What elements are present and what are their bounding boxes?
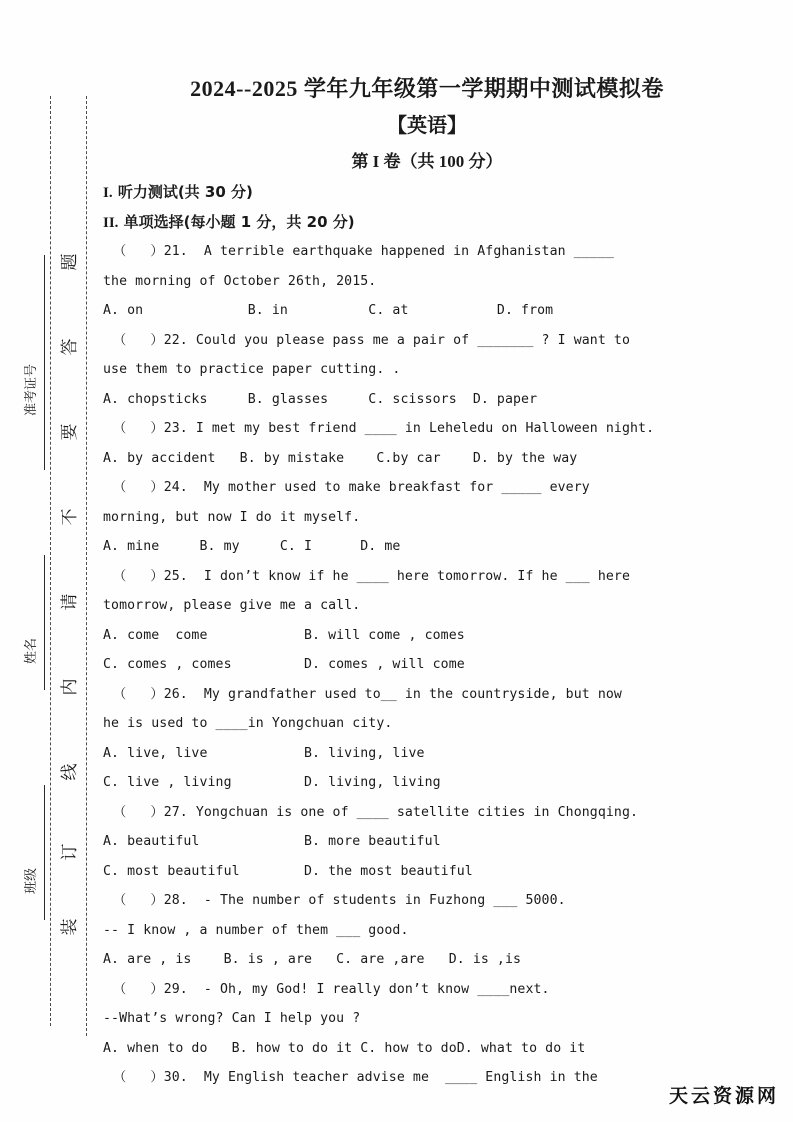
subject-title: 【英语】 [387, 115, 467, 137]
seal-char: 内 [60, 678, 80, 696]
section-numeral: II. [103, 215, 119, 231]
question-line: he is used to ____in Yongchuan city. [103, 716, 393, 731]
field-rule[interactable] [44, 555, 45, 690]
question-line: （ ）27. Yongchuan is one of ____ satellite cities in Chongqing. [113, 804, 639, 820]
question-line: A. on B. in C. at D. from [103, 303, 554, 318]
watermark: 天云资源网 [668, 1085, 779, 1107]
question-line: （ ）21. A terrible earthquake happened in Afghanistan _____ [113, 244, 614, 259]
binding-dashed-line-outer [86, 96, 87, 1036]
section-numeral: I. [103, 185, 113, 201]
binding-margin [0, 0, 95, 1122]
question-line: A. chopsticks B. glasses C. scissors D. paper [103, 391, 538, 407]
question-line: A. come come B. will come , comes [103, 627, 465, 643]
question-line: A. mine B. my C. I D. me [103, 539, 401, 554]
field-student-name [10, 555, 54, 690]
section-heading-listening [103, 179, 751, 207]
question-line: C. most beautiful D. the most beautiful [103, 863, 473, 879]
question-line: C. live , living D. living, living [103, 775, 441, 790]
question-line: use them to practice paper cutting. . [103, 362, 401, 377]
question-line: A. beautiful B. more beautiful [103, 834, 441, 849]
seal-char: 不 [60, 508, 80, 526]
question-line: （ ）30. My English teacher advise me ____ English in the [113, 1070, 598, 1085]
question-line: morning, but now I do it myself. [103, 509, 361, 525]
section-label: 听力测试(共 30 分) [117, 183, 253, 201]
page-title: 2024--2025 学年九年级第一学期期中测试模拟卷 [190, 76, 664, 101]
seal-char: 装 [60, 918, 80, 936]
seal-char: 线 [60, 763, 80, 781]
document-body [103, 72, 751, 1093]
field-exam-number [10, 255, 54, 470]
question-line: A. when to do B. how to do it C. how to doD. what to do it [103, 1040, 586, 1056]
question-line: A. live, live B. living, live [103, 745, 425, 761]
question-line: C. comes , comes D. comes , will come [103, 657, 465, 672]
question-line: （ ）29. - Oh, my God! I really don’t know ____next. [113, 981, 550, 997]
seal-char: 要 [60, 423, 80, 441]
question-line: --What’s wrong? Can I help you ? [103, 1011, 361, 1026]
seal-char: 订 [60, 843, 80, 861]
section-heading-multiple-choice [103, 209, 751, 237]
field-rule[interactable] [44, 785, 45, 920]
question-line: A. by accident B. by mistake C.by car D. by the way [103, 450, 578, 466]
question-line: A. are , is B. is , are C. are ,are D. is ,is [103, 952, 522, 967]
question-line: （ ）24. My mother used to make breakfast for _____ every [113, 480, 590, 495]
question-line: the morning of October 26th, 2015. [103, 273, 377, 289]
part-title: 第 I 卷（共 100 分） [351, 152, 503, 171]
question-list [103, 237, 751, 1093]
seal-char: 答 [60, 338, 80, 356]
field-label: 姓名 [24, 637, 39, 664]
seal-line-notice [56, 248, 84, 938]
field-label: 班级 [24, 867, 39, 894]
field-class [10, 785, 54, 920]
section-label: 单项选择(每小题 1 分，共 20 分) [123, 213, 355, 231]
question-line: （ ）23. I met my best friend ____ in Leheledu on Halloween night. [113, 421, 655, 436]
question-line: （ ）25. I don’t know if he ____ here tomorrow. If he ___ here [113, 568, 630, 584]
question-line: tomorrow, please give me a call. [103, 598, 361, 613]
seal-char: 题 [60, 253, 80, 271]
field-rule[interactable] [44, 255, 45, 470]
question-line: （ ）22. Could you please pass me a pair of _______ ? I want to [113, 332, 630, 348]
question-line: （ ）28. - The number of students in Fuzhong ___ 5000. [113, 893, 566, 908]
question-line: （ ）26. My grandfather used to__ in the countryside, but now [113, 686, 622, 702]
question-line: -- I know , a number of them ___ good. [103, 922, 409, 938]
field-label: 准考证号 [24, 363, 39, 416]
seal-char: 请 [60, 593, 80, 611]
